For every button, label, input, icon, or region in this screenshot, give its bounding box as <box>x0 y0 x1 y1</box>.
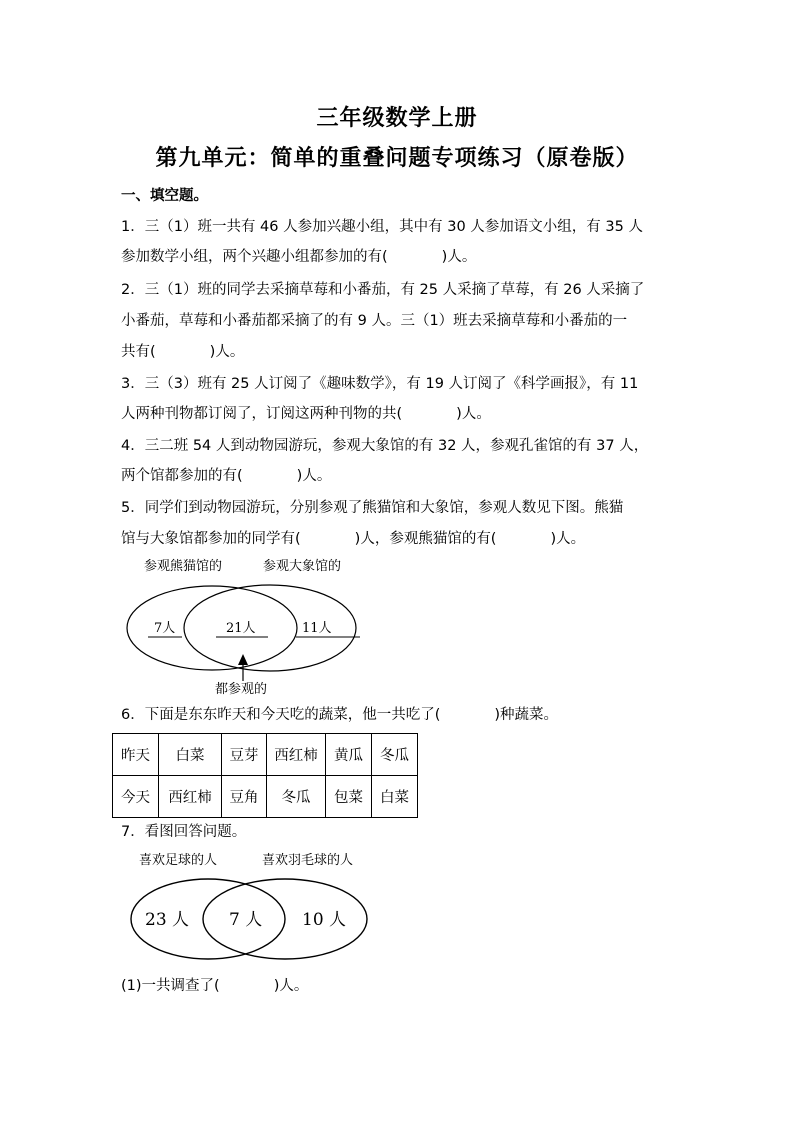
table-cell: 豆角 <box>222 776 267 818</box>
q2-text-a: 共有( <box>121 344 156 360</box>
q6-line1 <box>121 705 558 725</box>
q5-line2 <box>121 529 585 549</box>
q7-line1: 7．看图回答问题。 <box>121 824 247 840</box>
q1-text-b: )人。 <box>441 249 477 265</box>
q1-text-a: 参加数学小组，两个兴趣小组都参加的有( <box>121 249 388 265</box>
both-value: 21人 <box>226 621 256 636</box>
panda-circle <box>127 586 297 670</box>
q4-line1: 4．三二班 54 人到动物园游玩，参观大象馆的有 32 人，参观孔雀馆的有 37 人， <box>121 438 649 454</box>
q3-line2 <box>121 404 491 424</box>
q3-text-a: 人两种刊物都订阅了，订阅这两种刊物的共( <box>121 406 403 422</box>
q3-text-b: )人。 <box>456 406 491 422</box>
football-label: 喜欢足球的人 <box>139 853 218 868</box>
q7-sub1 <box>121 976 308 996</box>
q4-text-b: )人。 <box>296 468 332 484</box>
q6-text-a: 6．下面是东东昨天和今天吃的蔬菜，他一共吃了( <box>121 707 441 723</box>
elephant-label: 参观大象馆的 <box>263 559 342 574</box>
table-cell: 黄瓜 <box>326 734 372 776</box>
q7-sub1-text-a: (1)一共调查了( <box>121 978 220 994</box>
elephant-only-value: 11人 <box>302 621 332 636</box>
football-only-value: 23 人 <box>145 910 190 930</box>
q6-text-b: )种蔬菜。 <box>494 707 559 723</box>
table-cell: 冬瓜 <box>372 734 418 776</box>
both-value: 7 人 <box>229 910 263 930</box>
badminton-only-value: 10 人 <box>302 910 347 930</box>
table-cell: 豆芽 <box>222 734 267 776</box>
q7-venn-diagram <box>125 848 385 963</box>
q5-text-c: )人。 <box>550 531 586 547</box>
table-cell: 包菜 <box>326 776 372 818</box>
q5-text-a: 馆与大象馆都参加的同学有( <box>121 531 301 547</box>
section-heading: 一、填空题。 <box>121 188 208 204</box>
page-subtitle: 第九单元：简单的重叠问题专项练习（原卷版） <box>155 146 639 171</box>
table-cell: 白菜 <box>159 734 222 776</box>
q2-text-b: )人。 <box>209 344 245 360</box>
q4-text-a: 两个馆都参加的有( <box>121 468 243 484</box>
both-label: 都参观的 <box>215 682 268 697</box>
q1-line2 <box>121 247 476 267</box>
arrow-head <box>238 654 248 665</box>
panda-only-value: 7人 <box>154 621 176 636</box>
page-title: 三年级数学上册 <box>316 106 478 131</box>
q2-line3 <box>121 342 244 362</box>
q5-text-b: )人，参观熊猫馆的有( <box>354 531 497 547</box>
q2-line1: 2．三（1）班的同学去采摘草莓和小番茄，有 25 人采摘了草莓，有 26 人采摘了 <box>121 282 645 298</box>
table-row-today <box>113 776 418 818</box>
table-cell: 昨天 <box>113 734 159 776</box>
q4-line2 <box>121 466 331 486</box>
table-row-yesterday <box>113 734 418 776</box>
q5-line1: 5．同学们到动物园游玩，分别参观了熊猫馆和大象馆，参观人数见下图。熊猫 <box>121 500 624 516</box>
panda-label: 参观熊猫馆的 <box>144 559 223 574</box>
table-cell: 白菜 <box>372 776 418 818</box>
table-cell: 西红柿 <box>159 776 222 818</box>
table-cell: 西红柿 <box>267 734 326 776</box>
q3-line1: 3．三（3）班有 25 人订阅了《趣味数学》，有 19 人订阅了《科学画报》，有 11 <box>121 376 639 392</box>
q2-line2: 小番茄，草莓和小番茄都采摘了的有 9 人。三（1）班去采摘草莓和小番茄的一 <box>121 313 628 329</box>
table-cell: 今天 <box>113 776 159 818</box>
q5-venn-diagram <box>120 555 380 700</box>
table-cell: 冬瓜 <box>267 776 326 818</box>
q1-line1: 1．三（1）班一共有 46 人参加兴趣小组，其中有 30 人参加语文小组，有 35 人 <box>121 219 643 235</box>
vegetable-table <box>112 733 418 818</box>
badminton-label: 喜欢羽毛球的人 <box>262 853 354 868</box>
q7-sub1-text-b: )人。 <box>273 978 309 994</box>
